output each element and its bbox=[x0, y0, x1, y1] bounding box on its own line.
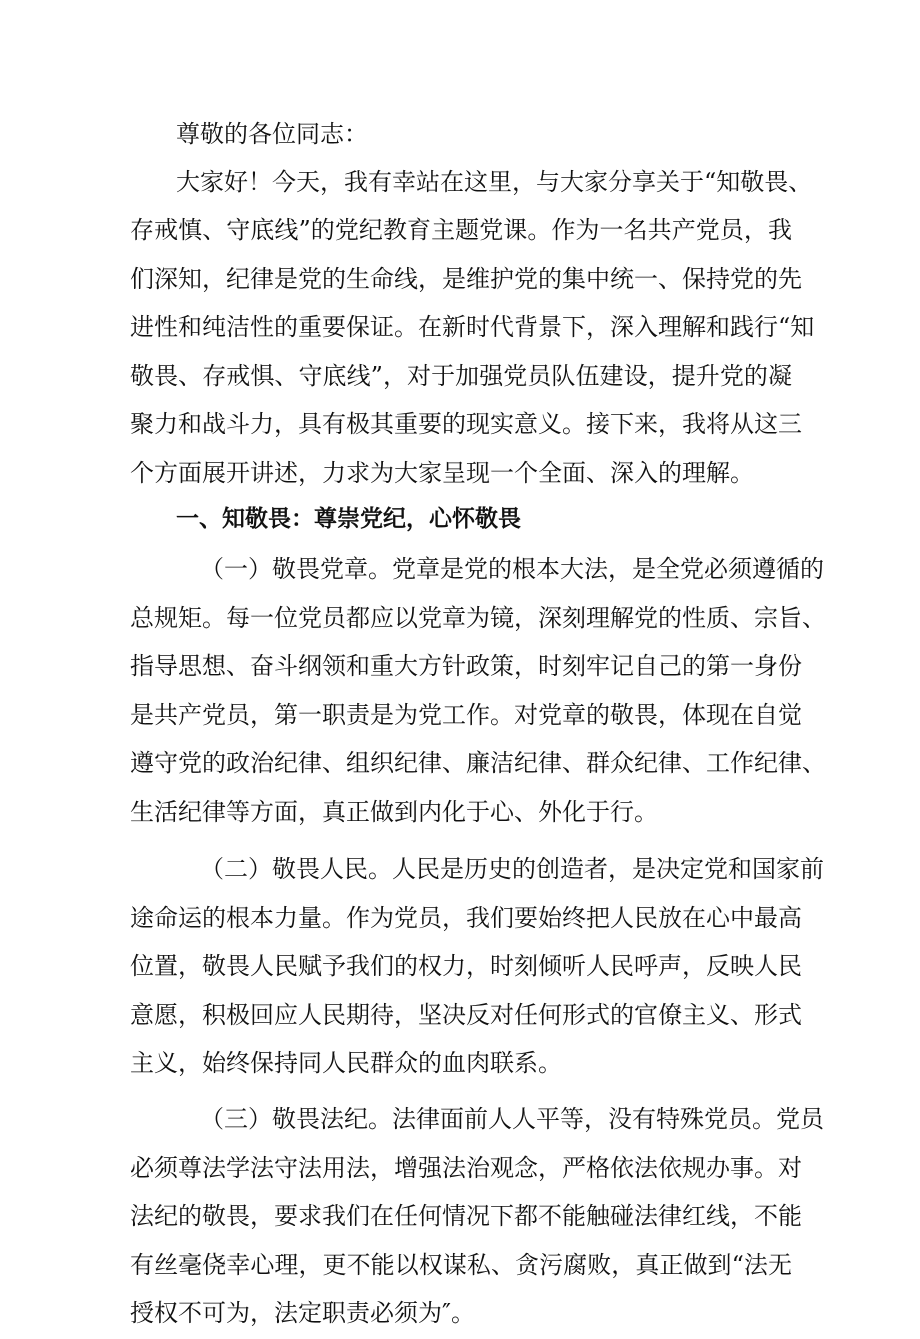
intro-line: 个方面展开讲述，力求为大家呈现一个全面、深入的理解。 bbox=[130, 459, 754, 487]
paragraph-line: 生活纪律等方面，真正做到内化于心、外化于行。 bbox=[130, 798, 658, 826]
paragraph-line: 授权不可为，法定职责必须为″。 bbox=[130, 1299, 475, 1327]
paragraph-line: （二）敬畏人民。人民是历史的创造者，是决定党和国家前 bbox=[200, 855, 824, 883]
paragraph-line: 有丝毫侥幸心理，更不能以权谋私、贪污腐败，真正做到“法无 bbox=[130, 1251, 792, 1279]
paragraph-line: 是共产党员，第一职责是为党工作。对党章的敬畏，体现在自觉 bbox=[130, 701, 802, 729]
intro-line: 敬畏、存戒惧、守底线”，对于加强党员队伍建设，提升党的凝 bbox=[130, 362, 792, 390]
paragraph-line: 指导思想、奋斗纲领和重大方针政策，时刻牢记自己的第一身份 bbox=[130, 652, 802, 680]
section-heading: 一、知敬畏：尊崇党纪，心怀敬畏 bbox=[176, 506, 521, 532]
salutation: 尊敬的各位同志： bbox=[176, 120, 368, 148]
intro-line: 聚力和战斗力，具有极其重要的现实意义。接下来，我将从这三 bbox=[130, 410, 802, 438]
paragraph-line: 主义，始终保持同人民群众的血肉联系。 bbox=[130, 1049, 562, 1077]
paragraph-line: 意愿，积极回应人民期待，坚决反对任何形式的官僚主义、形式 bbox=[130, 1001, 802, 1029]
paragraph-line: 途命运的根本力量。作为党员，我们要始终把人民放在心中最高 bbox=[130, 904, 802, 932]
intro-line: 大家好！今天，我有幸站在这里，与大家分享关于“知敬畏、 bbox=[176, 168, 813, 196]
intro-line: 们深知，纪律是党的生命线，是维护党的集中统一、保持党的先 bbox=[130, 265, 802, 293]
paragraph-line: （一）敬畏党章。党章是党的根本大法，是全党必须遵循的 bbox=[200, 555, 824, 583]
paragraph-line: 位置，敬畏人民赋予我们的权力，时刻倾听人民呼声，反映人民 bbox=[130, 952, 802, 980]
paragraph-line: 总规矩。每一位党员都应以党章为镜，深刻理解党的性质、宗旨、 bbox=[130, 604, 826, 632]
intro-line: 进性和纯洁性的重要保证。在新时代背景下，深入理解和践行“知 bbox=[130, 313, 815, 341]
intro-line: 存戒慎、守底线”的党纪教育主题党课。作为一名共产党员，我 bbox=[130, 216, 792, 244]
paragraph-line: 必须尊法学法守法用法，增强法治观念，严格依法依规办事。对 bbox=[130, 1154, 802, 1182]
paragraph-line: （三）敬畏法纪。法律面前人人平等，没有特殊党员。党员 bbox=[200, 1105, 824, 1133]
paragraph-line: 法纪的敬畏，要求我们在任何情况下都不能触碰法律红线，不能 bbox=[130, 1202, 802, 1230]
paragraph-line: 遵守党的政治纪律、组织纪律、廉洁纪律、群众纪律、工作纪律、 bbox=[130, 749, 826, 777]
